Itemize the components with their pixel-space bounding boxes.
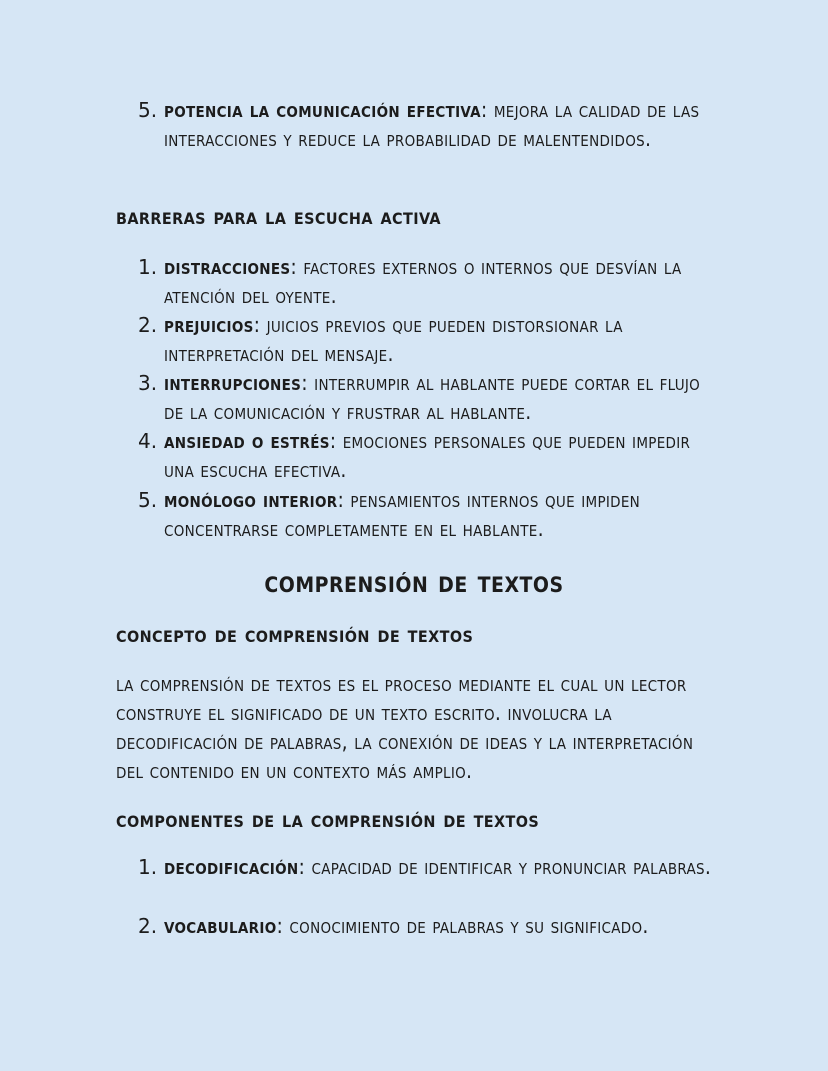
list-item-body: [164, 427, 724, 485]
list-number: 1.: [138, 255, 158, 279]
barriers-heading: barreras para la escucha activa: [116, 204, 441, 230]
list-number: 4.: [138, 429, 158, 453]
list-term: prejuicios: [164, 313, 254, 337]
list-number: 2.: [138, 313, 158, 337]
list-term: ansiedad o estrés: [164, 429, 330, 453]
list-item-body: [164, 912, 724, 941]
list-number: 3.: [138, 371, 158, 395]
list-term: vocabulario: [164, 914, 277, 938]
list-number: 5.: [138, 488, 158, 512]
list-item-body: [164, 96, 724, 154]
components-heading: componentes de la comprensión de textos: [116, 807, 540, 833]
list-text: : juicios previos que pueden distorsionar la interpretación del mensaje.: [164, 313, 623, 366]
list-text: : pensamientos internos que impiden concentrarse completamente en el hablante.: [164, 488, 641, 541]
list-term: decodificación: [164, 855, 299, 879]
list-text: : interrumpir al hablante puede cortar el flujo de la comunicación y frustrar al hablante.: [164, 371, 701, 424]
list-term: distracciones: [164, 255, 291, 279]
list-text: : conocimiento de palabras y su significado.: [276, 914, 649, 938]
concept-paragraph: la comprensión de textos es el proceso mediante el cual un lector construye el significado de un texto escrito. involucra la decodificación de palabras, la conexión de ideas y la interpretación del contenido en un contexto más amplio.: [116, 672, 694, 783]
section-title: comprensión de textos: [264, 565, 564, 600]
list-number: 2.: [138, 914, 158, 938]
list-text: : emociones personales que pueden impedir una escucha efectiva.: [164, 429, 691, 482]
list-text: : factores externos o internos que desvían la atención del oyente.: [164, 255, 682, 308]
list-text: : capacidad de identificar y pronunciar palabras.: [298, 855, 712, 879]
list-number: 5.: [138, 98, 158, 122]
list-item-body: [164, 311, 724, 369]
list-item-body: [164, 253, 724, 311]
concept-heading: concepto de comprensión de textos: [116, 622, 474, 648]
list-term: interrupciones: [164, 371, 302, 395]
list-number: 1.: [138, 855, 158, 879]
list-text: : mejora la calidad de las interacciones y reduce la probabilidad de malentendidos.: [164, 98, 700, 151]
list-term: monólogo interior: [164, 488, 338, 512]
list-item-body: [164, 853, 724, 882]
list-item-body: [164, 369, 724, 427]
list-item-body: [164, 486, 724, 544]
list-term: potencia la comunicación efectiva: [164, 98, 481, 122]
